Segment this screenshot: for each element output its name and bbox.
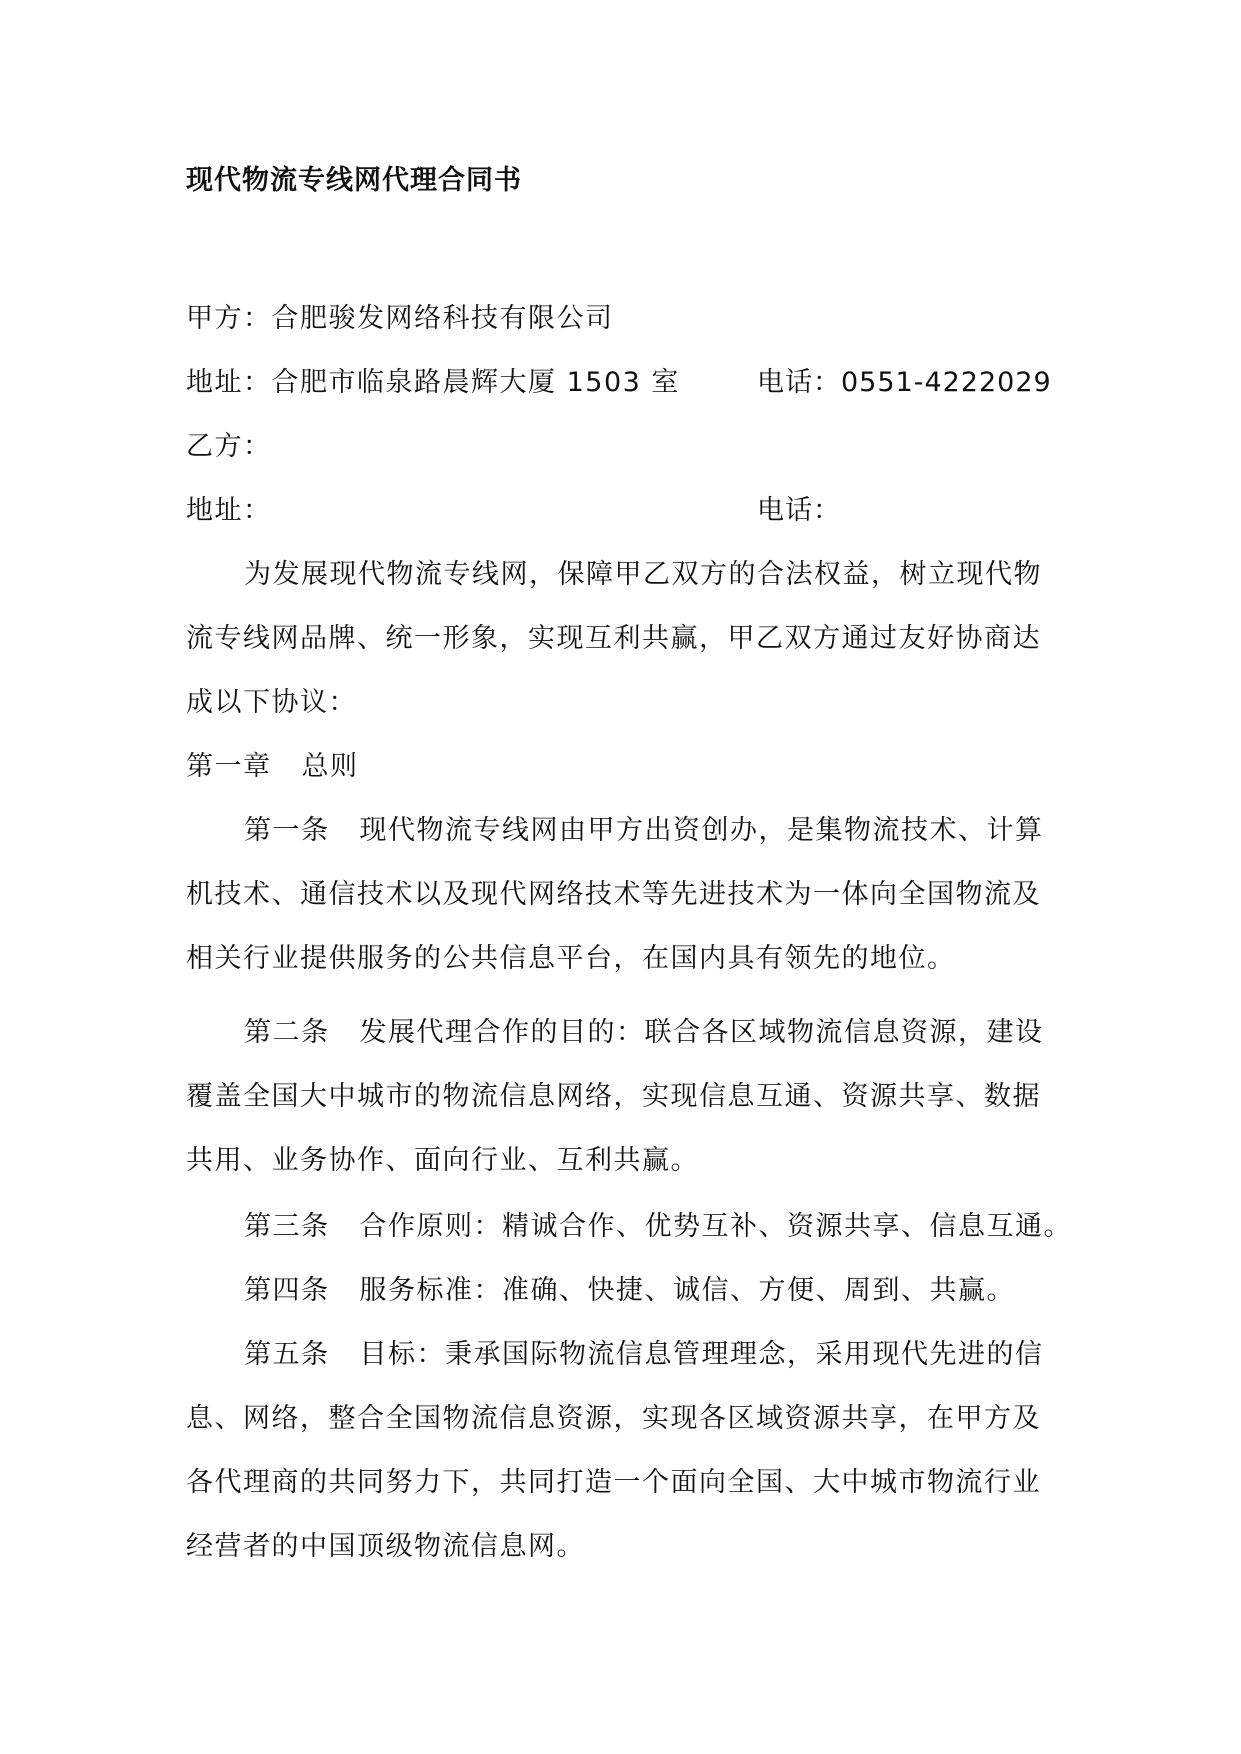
article-text: 现代物流专线网由甲方出资创办，是集物流技术、计算 — [359, 815, 1044, 846]
article-4-line — [244, 1268, 1015, 1307]
article-text: 服务标准：准确、快捷、诚信、方便、周到、共赢。 — [359, 1275, 1015, 1306]
party-a-address-label: 地址： — [186, 367, 272, 398]
article-number: 第四条 — [244, 1275, 330, 1306]
document-title: 现代物流专线网代理合同书 — [186, 165, 522, 196]
article-text: 机技术、通信技术以及现代网络技术等先进技术为一体向全国物流及 — [186, 879, 1041, 910]
article-number: 第五条 — [244, 1339, 330, 1370]
article-2-first-line — [244, 1010, 1044, 1049]
party-a-phone: 0551-4222029 — [841, 367, 1052, 398]
article-number: 第三条 — [244, 1211, 330, 1242]
preamble-line: 为发展现代物流专线网，保障甲乙双方的合法权益，树立现代物 — [244, 559, 1042, 590]
article-5-first-line — [244, 1332, 1044, 1371]
article-text: 合作原则：精诚合作、优势互补、资源共享、信息互通。 — [359, 1211, 1072, 1242]
article-1-first-line — [244, 808, 1044, 847]
article-number: 第二条 — [244, 1017, 330, 1048]
chapter-heading — [186, 744, 359, 783]
article-text: 覆盖全国大中城市的物流信息网络，实现信息互通、资源共享、数据 — [186, 1081, 1041, 1112]
party-b-label: 乙方： — [186, 431, 272, 462]
article-text: 发展代理合作的目的：联合各区域物流信息资源，建设 — [359, 1017, 1044, 1048]
party-a-phone-label: 电话： — [757, 367, 841, 398]
chapter-name: 总则 — [301, 751, 359, 782]
article-text: 经营者的中国顶级物流信息网。 — [186, 1531, 585, 1562]
preamble-line: 成以下协议： — [186, 687, 357, 718]
article-text: 相关行业提供服务的公共信息平台，在国内具有领先的地位。 — [186, 943, 956, 974]
article-text: 共用、业务协作、面向行业、互利共赢。 — [186, 1145, 699, 1176]
party-b-phone-label: 电话： — [757, 495, 841, 526]
party-a-phone-line — [757, 360, 1052, 399]
party-a-name: 合肥骏发网络科技有限公司 — [271, 303, 614, 334]
preamble-line: 流专线网品牌、统一形象，实现互利共赢，甲乙双方通过友好协商达 — [186, 623, 1041, 654]
article-3-line — [244, 1204, 1072, 1243]
chapter-number: 第一章 — [186, 751, 272, 782]
party-a-label: 甲方： — [186, 303, 272, 334]
article-text: 目标：秉承国际物流信息管理理念，采用现代先进的信 — [359, 1339, 1044, 1370]
article-text: 息、网络，整合全国物流信息资源，实现各区域资源共享，在甲方及 — [186, 1403, 1041, 1434]
article-number: 第一条 — [244, 815, 330, 846]
party-a-line — [186, 296, 614, 335]
article-text: 各代理商的共同努力下，共同打造一个面向全国、大中城市物流行业 — [186, 1467, 1041, 1498]
party-b-address-label: 地址： — [186, 495, 272, 526]
party-a-address: 合肥市临泉路晨辉大厦 1503 室 — [271, 367, 680, 398]
party-a-address-line — [186, 360, 680, 399]
